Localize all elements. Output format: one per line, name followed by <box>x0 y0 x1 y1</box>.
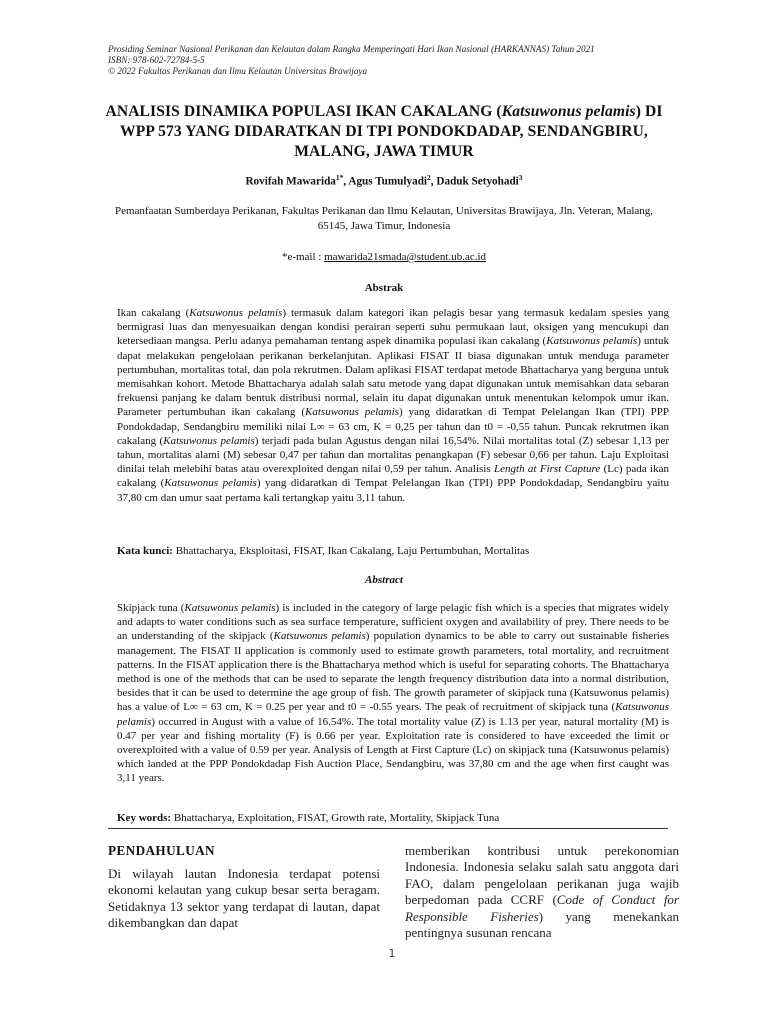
species-name: Katsuwonus pelamis <box>164 477 257 490</box>
author-3-sup: 3 <box>518 173 523 182</box>
abstract-text: ) population dynamics to be able to carry out sustainable fisheries management. The FISAT II application is commonly used to estimate growth parameters, total mortality, and recruitment patterns. In the FISAT application there is the Bhattacharya method which is useful for separating cohorts. The Bhattacharya method is one of the methods that can be used to separate the length frequency distribution data into a normal distribution, besides that it can be used to determine the age group of fish. The growth parameter of skipjack tuna (Katsuwonus pelamis) has a value of L∞ = 63 cm, K = 0.25 per year and t0 = -0.55 years. The peak of recruitment of skipjack tuna ( <box>117 630 669 714</box>
intro-text: memberikan kontribusi untuk perekonomian Indonesia. Indonesia selaku salah satu anggota dari FAO, dalam pengelolaan perikanan juga wajib berpedoman pada CCRF ( <box>405 843 679 908</box>
page-number: 1 <box>388 947 396 960</box>
abstrak-text: ) yang didaratkan di Tempat Pelelangan Ikan (TPI) PPP Pondokdadap, Sendangbiru yaitu 37,80 cm dan umur saat pertama kali tertangkap yaitu 3,11 tahun. <box>117 477 669 504</box>
species-name: Katsuwonus pelamis <box>184 602 276 614</box>
species-name: Katsuwonus pelamis <box>163 434 255 447</box>
header-copyright: © 2022 Fakultas Perikanan dan Ilmu Kelautan Universitas Brawijaya <box>108 66 368 76</box>
key-words-label: Key words: <box>117 812 172 824</box>
abstract-heading: Abstract <box>365 574 403 586</box>
body-column-left <box>108 866 380 932</box>
author-list <box>100 173 668 188</box>
author-1-sup: 1* <box>335 173 344 182</box>
abstrak-text: Ikan cakalang ( <box>117 307 190 319</box>
abstrak-heading: Abstrak <box>364 282 404 294</box>
species-name: Katsuwonus pelamis <box>546 335 638 348</box>
body-column-right <box>405 843 679 941</box>
intro-paragraph: Di wilayah lautan Indonesia terdapat potensi ekonomi kelautan yang cukup besar serta beragam. Setidaknya 13 sektor yang terdapat di lautan, dapat dikembangkan dan dapat <box>108 866 380 931</box>
abstrak-text: ) yang didaratkan di Tempat Pelelangan Ikan (TPI) PPP Pondokdadap, Sendangbiru memiliki nilai L∞ = 63 cm, K = 0,25 per tahun dan t0 = -0,55 tahun. Puncak rekrutmen ikan cakalang ( <box>117 406 669 447</box>
abstrak-text: ) terjadi pada bulan Agustus dengan nilai 16,54%. Nilai mortalitas total (Z) sebesar 1,13 per tahun, mortalitas alami (M) sebesar 0,47 per tahun dan mortalitas penangkapan (F) sebesar 0,66 per tahun. Laju Exploitasi dinilai telah melebihi batas atau overexploited dengan nilai 0,59 per tahun. Analisis <box>117 434 669 476</box>
affiliation: Pemanfaatan Sumberdaya Perikanan, Fakultas Perikanan dan Ilmu Kelautan, Universitas Brawijaya, Jln. Veteran, Malang, 65145, Jawa Timur, Indonesia <box>114 205 654 232</box>
proceedings-header <box>108 44 688 77</box>
abstrak-body <box>117 306 669 505</box>
section-heading: PENDAHULUAN <box>108 843 215 858</box>
kata-kunci-label: Kata kunci: <box>117 545 173 557</box>
title-part-2: ) DI WPP 573 YANG DIDARATKAN DI TPI PONDOKDADAP, SENDANGBIRU, MALANG, JAWA TIMUR <box>120 103 663 160</box>
author-2: , Agus Tumulyadi <box>343 175 428 188</box>
corresponding-email <box>100 251 668 263</box>
term-italic: Length at First Capture <box>494 463 601 476</box>
species-name: Katsuwonus pelamis <box>273 630 366 643</box>
header-isbn: ISBN: 978-602-72784-5-5 <box>108 55 205 65</box>
paper-title <box>100 102 668 162</box>
email-label: *e-mail : <box>281 251 325 263</box>
author-3: , Daduk Setyohadi <box>430 175 519 188</box>
title-species: Katsuwonus pelamis <box>501 103 636 120</box>
header-proceedings-title: Prosiding Seminar Nasional Perikanan dan Kelautan dalam Rangka Memperingati Hari Ikan Nasional (HARKANNAS) Tahun 2021 <box>108 44 595 54</box>
abstrak-text: ) termasuk dalam kategori ikan pelagis besar yang termasuk kedalam spesies yang bermigrasi luas dan menyesuaikan dengan kondisi perairan seperti suhu permukaan laut, oksigen yang mencukupi dan ketersediaan mangsa. Perlu adanya pemahaman tentang aspek dinamika populasi ikan cakalang ( <box>117 307 670 348</box>
author-1: Rovifah Mawarida <box>245 175 336 188</box>
species-name: Katsuwonus pelamis <box>189 307 283 319</box>
abstrak-text: ) untuk dapat melakukan pengelolaan perikanan berkelanjutan. Aplikasi FISAT II biasa digunakan untuk menduga parameter pertumbuhan, mortalitas total, dan pola rekrutmen. Dalam aplikasi FISAT terdapat metode Bhattacharya yang berguna untuk memisahkan kohort. Metode Bhattacharya adalah salah satu metode yang dapat digunakan untuk memisahkan data sebaran frekuensi panjang ke dalam bentuk distribusi normal, selain itu dapat digunakan untuk menentukan kelompok umur ikan. Parameter pertumbuhan ikan cakalang ( <box>117 335 669 419</box>
author-2-sup: 2 <box>427 173 431 182</box>
ccrf-term: Code of Conduct for Responsible Fisheries <box>405 892 679 924</box>
key-words <box>117 812 669 824</box>
kata-kunci <box>117 545 669 557</box>
kata-kunci-text: Bhattacharya, Eksploitasi, FISAT, Ikan Cakalang, Laju Pertumbuhan, Mortalitas <box>172 545 530 557</box>
abstract-text: ) is included in the category of large pelagic fish which is a species that migrates widely and adapts to water conditions such as sea surface temperature, sufficient oxygen and availability of prey. There needs to be an understanding of the skipjack ( <box>117 602 669 643</box>
abstract-text: Skipjack tuna ( <box>117 602 185 614</box>
email-link[interactable]: mawarida21smada@student.ub.ac.id <box>324 251 487 263</box>
abstract-body <box>117 601 669 786</box>
key-words-text: Bhattacharya, Exploitation, FISAT, Growth rate, Mortality, Skipjack Tuna <box>171 812 500 824</box>
title-part-1: ANALISIS DINAMIKA POPULASI IKAN CAKALANG ( <box>105 103 502 120</box>
species-name: Katsuwonus pelamis <box>117 701 669 728</box>
abstract-text: ) occurred in August with a value of 16.54%. The total mortality value (Z) is 1.13 per year, natural mortality (M) is 0.47 per year and fishing mortality (F) is 0.66 per year. Exploitation rate is considered to have exceeded the limit or overexploited with a value of 0.59 per year. Analysis of Length at First Capture (Lc) on skipjack tuna (Katsuwonus pelamis) which landed at the PPP Pondokdadap Fish Auction Place, Sendangbiru, was 37,80 cm and the age when first caught was 3,11 years. <box>117 715 669 785</box>
intro-text: ) yang menekankan pentingnya susunan rencana <box>405 908 679 941</box>
abstrak-text: (Lc) pada ikan cakalang ( <box>117 463 669 490</box>
section-divider <box>108 828 668 829</box>
species-name: Katsuwonus pelamis <box>305 406 399 419</box>
